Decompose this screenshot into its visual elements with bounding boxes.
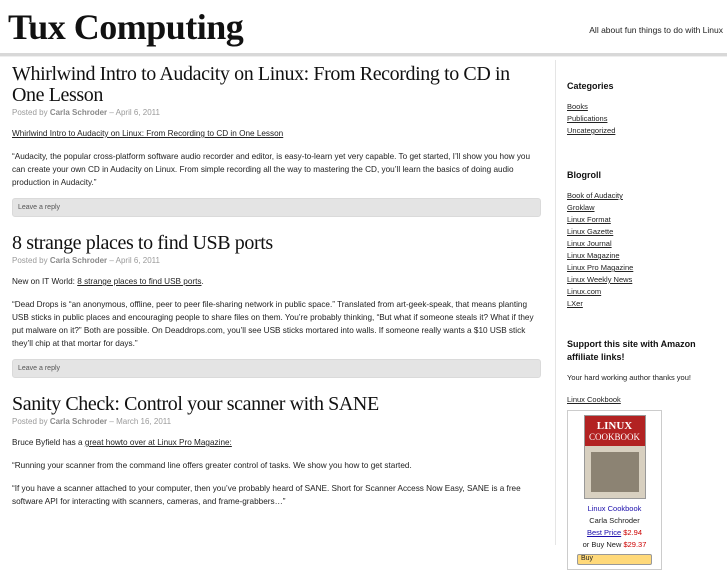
book-cover-image[interactable] <box>584 415 646 499</box>
post-meta-prefix: Posted by <box>12 417 48 426</box>
amazon-widget <box>567 410 662 570</box>
blogroll-link[interactable]: Linux Journal <box>567 239 612 248</box>
post-intro-text: New on IT World: <box>12 277 78 286</box>
leave-reply-bar[interactable] <box>12 359 541 378</box>
blogroll-link[interactable]: Linux.com <box>567 287 602 296</box>
post-excerpt: “Running your scanner from the command line offers greater control of tasks. We show you how to get started. <box>12 461 412 470</box>
post-intro <box>12 436 541 449</box>
post-meta <box>12 108 541 117</box>
book-best-price <box>568 528 661 537</box>
main-content <box>12 64 541 524</box>
blogroll-link[interactable]: Linux Weekly News <box>567 275 633 284</box>
blogroll-link[interactable]: Linux Magazine <box>567 251 620 260</box>
post-intro-text: Bruce Byfield has a <box>12 438 85 447</box>
support-text: Your hard working author thanks you! <box>567 373 691 382</box>
post-meta-prefix: Posted by <box>12 108 48 117</box>
leave-reply-bar[interactable] <box>12 198 541 217</box>
blogroll-link[interactable]: Groklaw <box>567 203 595 212</box>
book-title-link[interactable]: Linux Cookbook <box>587 504 642 513</box>
leave-reply-link[interactable]: Leave a reply <box>18 204 61 211</box>
buy-button[interactable]: Buy <box>577 554 652 565</box>
post-source-link[interactable]: great howto over at Linux Pro Magazine: <box>84 438 232 447</box>
blogroll-link[interactable]: Linux Format <box>567 215 611 224</box>
post-author[interactable]: Carla Schroder <box>49 108 108 117</box>
post-author[interactable]: Carla Schroder <box>49 417 108 426</box>
post-date[interactable]: – March 16, 2011 <box>109 417 172 426</box>
buy-new-value: $29.37 <box>623 540 647 549</box>
post-link-paragraph <box>12 127 541 140</box>
post <box>12 394 541 508</box>
post-date[interactable]: – April 6, 2011 <box>109 108 160 117</box>
post <box>12 233 541 378</box>
post-author[interactable]: Carla Schroder <box>49 256 108 265</box>
book-cover-line2: COOKBOOK <box>588 432 640 442</box>
book-author: Carla Schroder <box>589 516 640 525</box>
buy-new-label: or Buy New <box>582 540 622 549</box>
best-price-link[interactable]: Best Price <box>586 528 622 537</box>
post <box>12 64 541 217</box>
post-meta <box>12 417 541 426</box>
post-title[interactable]: Sanity Check: Control your scanner with SANE <box>12 393 379 415</box>
post-meta-prefix: Posted by <box>12 256 48 265</box>
best-price-value: $2.94 <box>623 528 643 537</box>
categories-heading: Categories <box>567 81 614 91</box>
post-date[interactable]: – April 6, 2011 <box>109 256 160 265</box>
post-excerpt-continued: “If you have a scanner attached to your computer, then you’ve probably heard of SANE. Short for Scanner Access Now Easy, SANE is a free software API for interacting with scanners, cameras, and frame-grabbers…” <box>12 484 521 506</box>
blogroll-link[interactable]: Linux Pro Magazine <box>567 263 634 272</box>
blogroll-heading: Blogroll <box>567 170 601 180</box>
blogroll-link[interactable]: Book of Audacity <box>567 191 623 200</box>
blogroll-link[interactable]: Linux Gazette <box>567 227 614 236</box>
book-link[interactable]: Linux Cookbook <box>567 395 621 404</box>
book-cover-line1: LINUX <box>596 420 633 432</box>
categories-list <box>567 101 727 137</box>
site-title[interactable]: Tux Computing <box>8 7 244 47</box>
post-intro <box>12 275 541 288</box>
post-source-link[interactable]: Whirlwind Intro to Audacity on Linux: From Recording to CD in One Lesson <box>12 129 284 138</box>
post-excerpt: “Audacity, the popular cross-platform software audio recorder and editor, is easy-to-learn yet very capable. To get started, I’ll show you how you can create your own CD in Audacity on Linux. From simple recording all the way to mastering the CD, you’ll learn the basics of doing audio production in Audacity.” <box>12 152 531 187</box>
post-title[interactable]: Whirlwind Intro to Audacity on Linux: From Recording to CD in One Lesson <box>12 63 510 106</box>
category-link[interactable]: Books <box>567 102 588 111</box>
support-heading: Support this site with Amazon affiliate links! <box>567 339 696 362</box>
site-tagline: All about fun things to do with Linux <box>589 25 723 35</box>
post-source-link[interactable]: 8 strange places to find USB ports <box>77 277 202 286</box>
post-intro-suffix: . <box>201 277 204 286</box>
post-title[interactable]: 8 strange places to find USB ports <box>12 232 273 254</box>
post-meta <box>12 256 541 265</box>
blogroll-list <box>567 190 727 310</box>
sidebar <box>555 60 727 562</box>
blogroll-link[interactable]: LXer <box>567 299 583 308</box>
post-excerpt: “Dead Drops is “an anonymous, offline, peer to peer file-sharing network in public space.” Translated from art-geek-speak, that means planting USB sticks in public places and encouraging people to share files on them. You’re probably thinking, “But what if someone steals it? What if they put malware on it?” Both are possible. On Deaddrops.com, you’ll see USB sticks mortared into walls. If someone really wants a $10 USB stick they’ll chip at that mortar for days.” <box>12 300 534 348</box>
header-divider <box>0 53 727 57</box>
category-link[interactable]: Uncategorized <box>567 126 616 135</box>
leave-reply-link[interactable]: Leave a reply <box>18 365 61 372</box>
category-link[interactable]: Publications <box>567 114 608 123</box>
